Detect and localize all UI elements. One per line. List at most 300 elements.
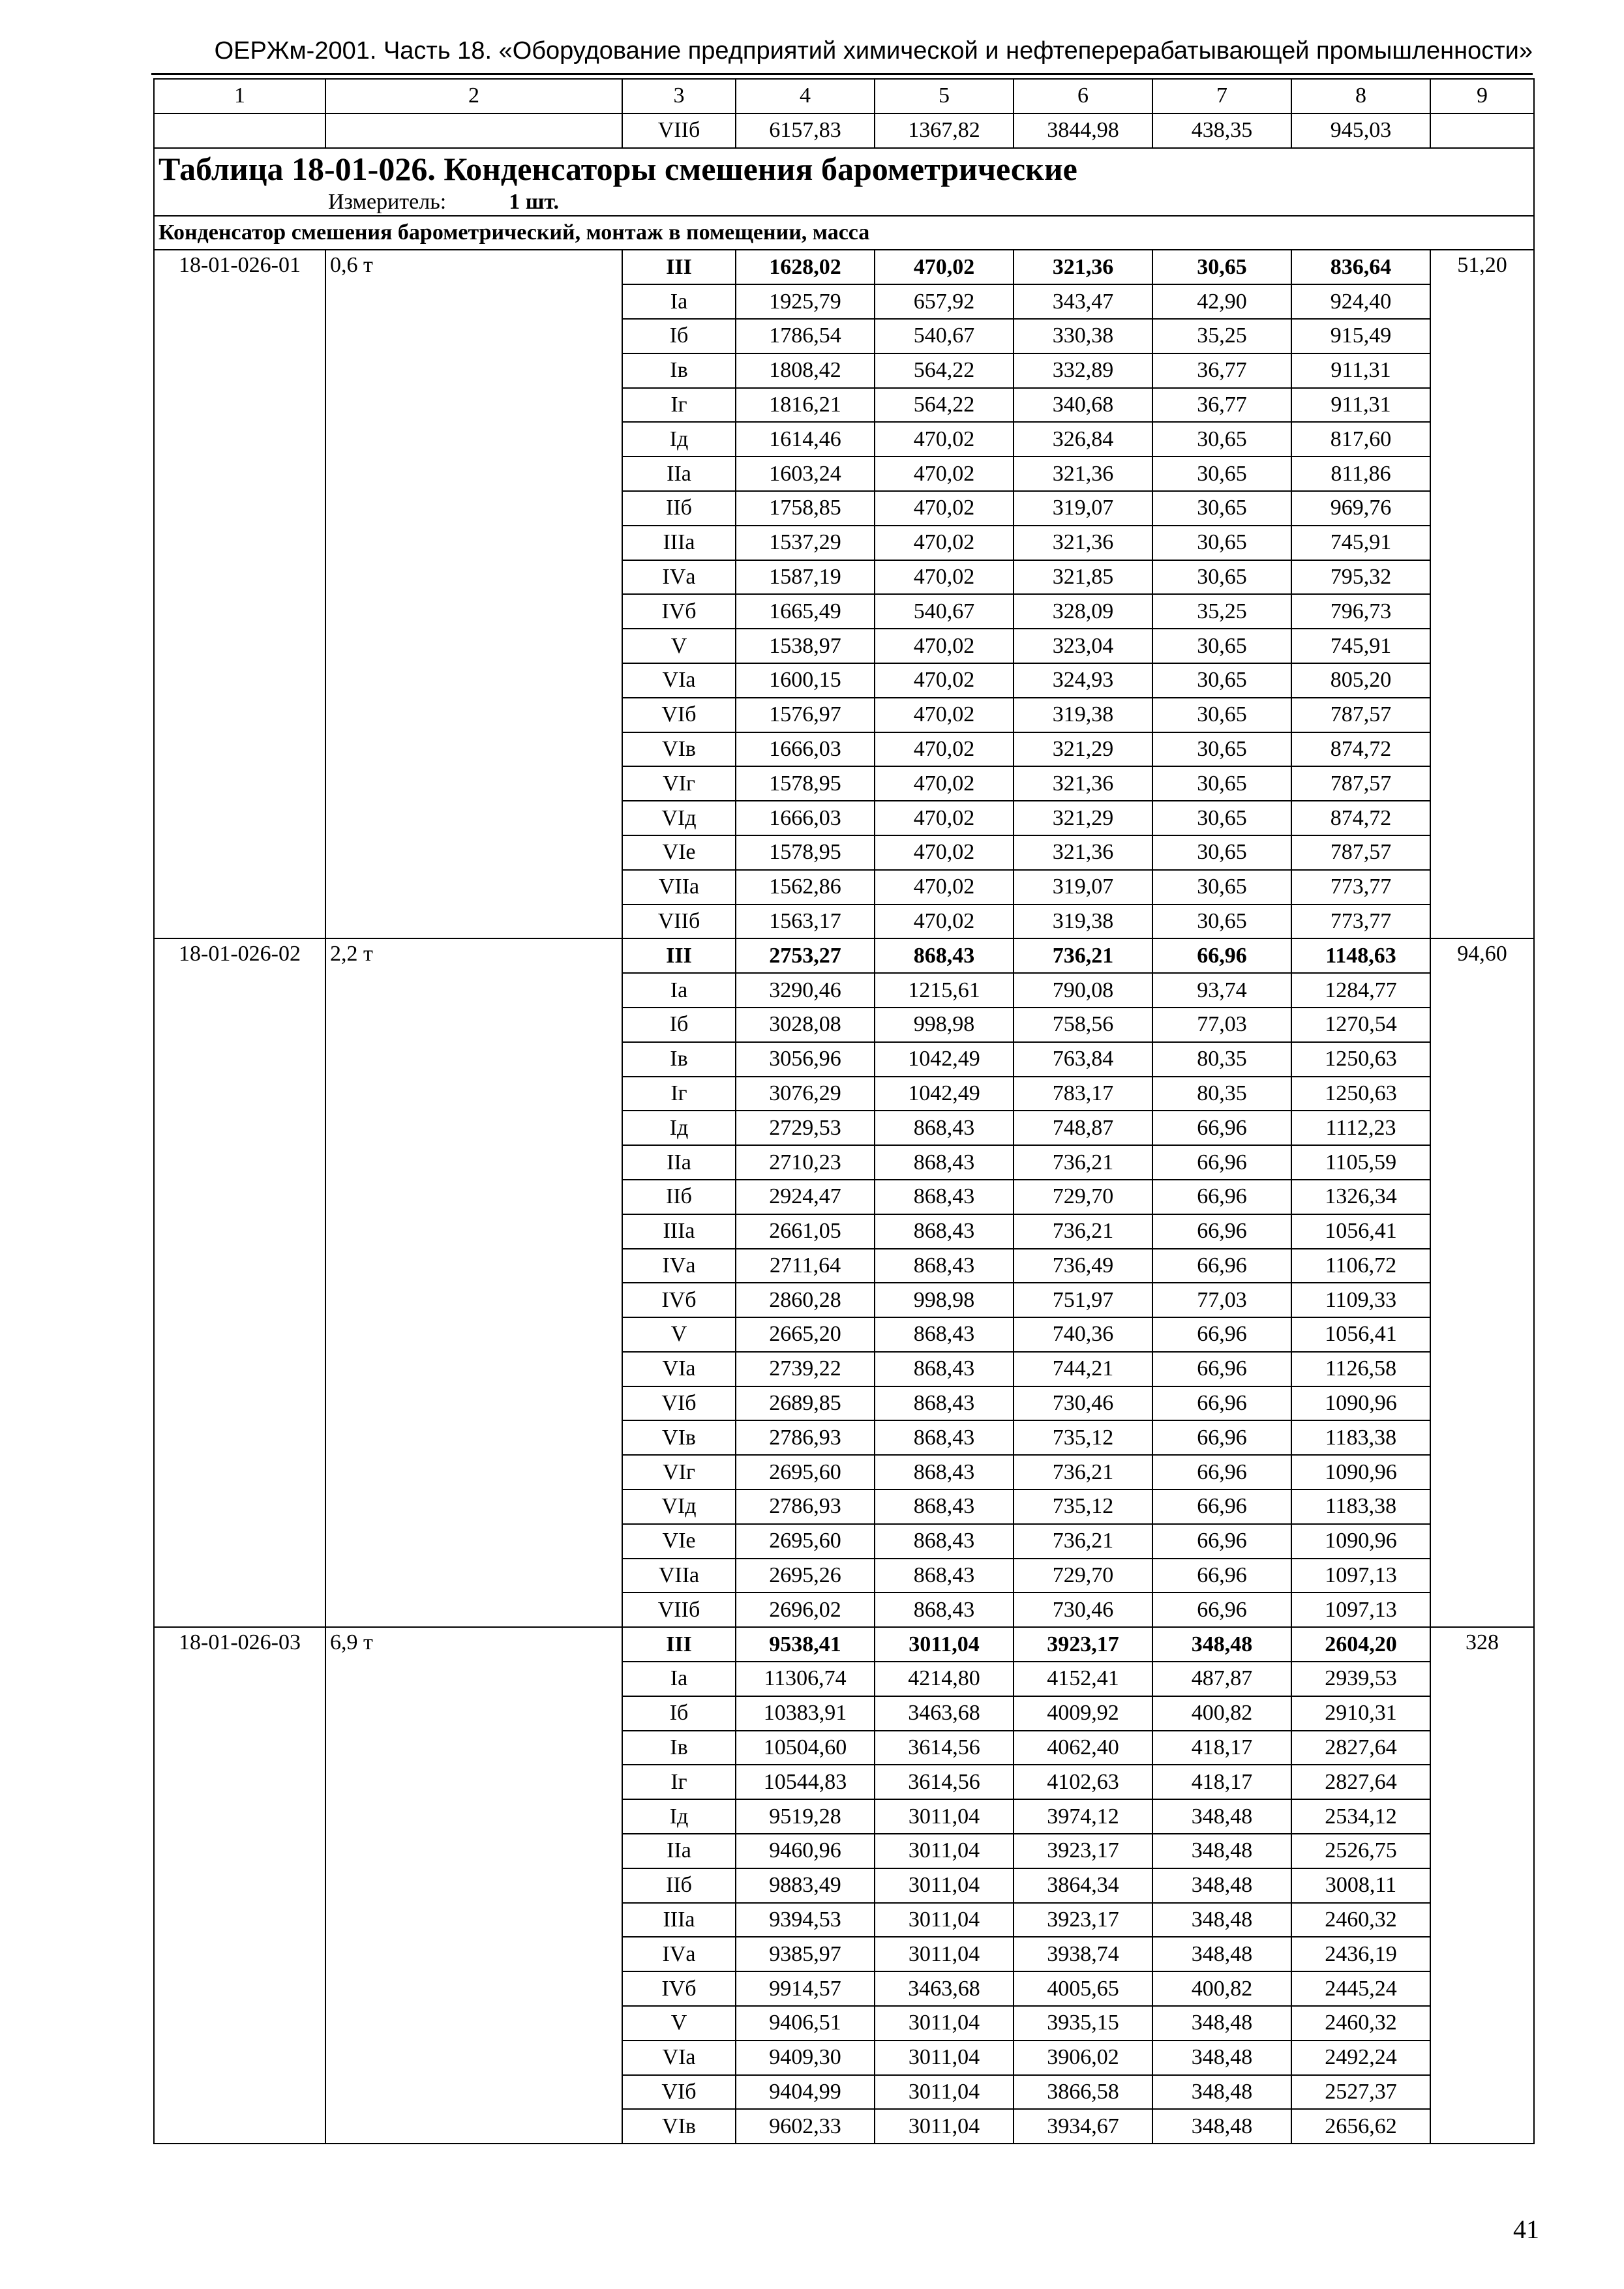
value-cell: 4214,80: [875, 1662, 1014, 1696]
measure-line: [158, 189, 1529, 215]
zone-cell: VIг: [622, 766, 736, 801]
value-cell: 9602,33: [736, 2109, 875, 2144]
value-cell: 1666,03: [736, 732, 875, 767]
value-cell: 1106,72: [1291, 1249, 1430, 1283]
value-cell: 30,65: [1152, 698, 1291, 732]
value-cell: 66,96: [1152, 1352, 1291, 1386]
value-cell: 1603,24: [736, 456, 875, 491]
zone-cell: VIб: [622, 2075, 736, 2110]
value-cell: 736,21: [1014, 1214, 1152, 1249]
value-cell: 2711,64: [736, 1249, 875, 1283]
value-cell: 2786,93: [736, 1420, 875, 1455]
value-cell: 321,36: [1014, 526, 1152, 560]
value-cell: 2445,24: [1291, 1971, 1430, 2006]
rate-code: 18-01-026-02: [154, 938, 325, 1627]
value-cell: 773,77: [1291, 905, 1430, 939]
value-cell: 748,87: [1014, 1111, 1152, 1145]
value-cell: 1578,95: [736, 835, 875, 870]
value-cell: 2604,20: [1291, 1627, 1430, 1662]
value-cell: 30,65: [1152, 422, 1291, 456]
value-cell: 470,02: [875, 663, 1014, 698]
value-cell: 66,96: [1152, 1489, 1291, 1524]
value-cell: 332,89: [1014, 353, 1152, 388]
value-cell: 9406,51: [736, 2006, 875, 2041]
page-header: ОЕРЖм-2001. Часть 18. «Оборудование предприятий химической и нефтеперерабатывающей промышленности»: [214, 37, 1533, 65]
value-cell: 730,46: [1014, 1593, 1152, 1627]
value-cell: 35,25: [1152, 319, 1291, 353]
zone-cell: IIа: [622, 1145, 736, 1180]
zone-cell: Iа: [622, 284, 736, 319]
value-cell: 30,65: [1152, 905, 1291, 939]
value-cell: 3011,04: [875, 1868, 1014, 1903]
value-cell: 330,38: [1014, 319, 1152, 353]
value-cell: 328,09: [1014, 594, 1152, 629]
zone-cell: VIIб: [622, 1593, 736, 1627]
table-row: [154, 1627, 1534, 1662]
value-cell: 3011,04: [875, 1799, 1014, 1834]
value-cell: 1097,13: [1291, 1593, 1430, 1627]
value-cell: 758,56: [1014, 1008, 1152, 1042]
page-number: 41: [1513, 2215, 1539, 2244]
value-cell: 343,47: [1014, 284, 1152, 319]
value-cell: 744,21: [1014, 1352, 1152, 1386]
value-cell: 470,02: [875, 560, 1014, 595]
value-cell: 2786,93: [736, 1489, 875, 1524]
value-cell: 4062,40: [1014, 1731, 1152, 1765]
table-row: [154, 250, 1534, 284]
value-cell: 2436,19: [1291, 1937, 1430, 1971]
value-cell: 745,91: [1291, 526, 1430, 560]
value-cell: 3011,04: [875, 1627, 1014, 1662]
zone-cell: VIг: [622, 1455, 736, 1489]
zone-cell: VIе: [622, 1524, 736, 1559]
zone-cell: VIб: [622, 1386, 736, 1421]
value-cell: 2729,53: [736, 1111, 875, 1145]
value-cell: 324,93: [1014, 663, 1152, 698]
value-cell: 348,48: [1152, 1868, 1291, 1903]
zone-cell: Iг: [622, 1077, 736, 1111]
value-cell: 3934,67: [1014, 2109, 1152, 2144]
value-cell: 945,03: [1291, 113, 1430, 148]
value-cell: 2460,32: [1291, 2006, 1430, 2041]
value-cell: 1925,79: [736, 284, 875, 319]
zone-cell: IVа: [622, 1937, 736, 1971]
value-cell: 6157,83: [736, 113, 875, 148]
value-cell: 745,91: [1291, 629, 1430, 663]
column-number: 1: [154, 79, 325, 113]
value-cell: 736,21: [1014, 1455, 1152, 1489]
value-cell: 319,07: [1014, 870, 1152, 905]
value-cell: 3866,58: [1014, 2075, 1152, 2110]
value-cell: 2753,27: [736, 938, 875, 973]
value-cell: 868,43: [875, 1489, 1014, 1524]
value-cell: 30,65: [1152, 526, 1291, 560]
column-number: 2: [325, 79, 622, 113]
value-cell: 868,43: [875, 1145, 1014, 1180]
value-cell: 93,74: [1152, 973, 1291, 1008]
value-cell: 470,02: [875, 766, 1014, 801]
value-cell: 924,40: [1291, 284, 1430, 319]
value-cell: 321,29: [1014, 732, 1152, 767]
zone-cell: III: [622, 250, 736, 284]
value-cell: 868,43: [875, 1455, 1014, 1489]
zone-cell: IIIа: [622, 526, 736, 560]
value-cell: 66,96: [1152, 1559, 1291, 1593]
column-number: 3: [622, 79, 736, 113]
zone-cell: Iд: [622, 1111, 736, 1145]
value-cell: 1056,41: [1291, 1317, 1430, 1352]
value-cell: 9404,99: [736, 2075, 875, 2110]
value-cell: 321,36: [1014, 456, 1152, 491]
value-cell: 400,82: [1152, 1971, 1291, 2006]
zone-cell: IIб: [622, 1180, 736, 1214]
value-cell: 3011,04: [875, 2006, 1014, 2041]
value-cell: 2827,64: [1291, 1765, 1430, 1799]
value-cell: 348,48: [1152, 2006, 1291, 2041]
value-cell: 9394,53: [736, 1903, 875, 1937]
value-cell: 1326,34: [1291, 1180, 1430, 1214]
value-cell: 1126,58: [1291, 1352, 1430, 1386]
value-cell: 1183,38: [1291, 1420, 1430, 1455]
value-cell: 10504,60: [736, 1731, 875, 1765]
value-cell: 795,32: [1291, 560, 1430, 595]
value-cell: 9538,41: [736, 1627, 875, 1662]
value-cell: 400,82: [1152, 1696, 1291, 1731]
value-cell: 438,35: [1152, 113, 1291, 148]
value-cell: 348,48: [1152, 2041, 1291, 2075]
column-number-row: [154, 79, 1534, 113]
zone-cell: IIIа: [622, 1903, 736, 1937]
value-cell: 66,96: [1152, 1214, 1291, 1249]
value-cell: 340,68: [1014, 388, 1152, 423]
zone-cell: IIа: [622, 456, 736, 491]
value-cell: 564,22: [875, 388, 1014, 423]
value-cell: 2656,62: [1291, 2109, 1430, 2144]
value-cell: 3935,15: [1014, 2006, 1152, 2041]
value-cell: 80,35: [1152, 1042, 1291, 1077]
value-cell: 3906,02: [1014, 2041, 1152, 2075]
value-cell: 740,36: [1014, 1317, 1152, 1352]
value-cell: 1109,33: [1291, 1283, 1430, 1317]
value-cell: 9460,96: [736, 1834, 875, 1868]
value-cell: 470,02: [875, 422, 1014, 456]
value-cell: 2710,23: [736, 1145, 875, 1180]
value-cell: 321,29: [1014, 801, 1152, 835]
value-cell: 36,77: [1152, 388, 1291, 423]
value-cell: 3008,11: [1291, 1868, 1430, 1903]
value-cell: 470,02: [875, 835, 1014, 870]
value-cell: 1090,96: [1291, 1455, 1430, 1489]
zone-cell: VIIб: [622, 113, 736, 148]
value-cell: 30,65: [1152, 456, 1291, 491]
value-cell: 319,38: [1014, 698, 1152, 732]
value-cell: 915,49: [1291, 319, 1430, 353]
value-cell: 66,96: [1152, 1317, 1291, 1352]
value-cell: 868,43: [875, 1386, 1014, 1421]
value-cell: 66,96: [1152, 1249, 1291, 1283]
zone-cell: VIд: [622, 801, 736, 835]
value-cell: 30,65: [1152, 835, 1291, 870]
value-cell: 321,36: [1014, 766, 1152, 801]
table-row: [154, 938, 1534, 973]
wage-cell: 328: [1430, 1627, 1534, 2144]
value-cell: 2695,26: [736, 1559, 875, 1593]
value-cell: 10544,83: [736, 1765, 875, 1799]
value-cell: 1578,95: [736, 766, 875, 801]
value-cell: 3864,34: [1014, 1868, 1152, 1903]
value-cell: 735,12: [1014, 1420, 1152, 1455]
value-cell: 66,96: [1152, 1420, 1291, 1455]
column-number: 9: [1430, 79, 1534, 113]
value-cell: 540,67: [875, 594, 1014, 629]
zone-cell: Iв: [622, 1731, 736, 1765]
value-cell: 1090,96: [1291, 1386, 1430, 1421]
zone-cell: Iб: [622, 1008, 736, 1042]
value-cell: 30,65: [1152, 250, 1291, 284]
value-cell: 729,70: [1014, 1559, 1152, 1593]
value-cell: 790,08: [1014, 973, 1152, 1008]
value-cell: 30,65: [1152, 629, 1291, 663]
value-cell: 811,86: [1291, 456, 1430, 491]
value-cell: 1270,54: [1291, 1008, 1430, 1042]
value-cell: 1367,82: [875, 113, 1014, 148]
value-cell: 787,57: [1291, 698, 1430, 732]
value-cell: 321,36: [1014, 835, 1152, 870]
value-cell: 1112,23: [1291, 1111, 1430, 1145]
wage-cell: 94,60: [1430, 938, 1534, 1627]
measure-label: Измеритель:: [328, 189, 447, 214]
zone-cell: Iв: [622, 353, 736, 388]
value-cell: 729,70: [1014, 1180, 1152, 1214]
value-cell: 3463,68: [875, 1696, 1014, 1731]
zone-cell: VIа: [622, 2041, 736, 2075]
header-divider: [151, 73, 1533, 75]
zone-cell: Iб: [622, 319, 736, 353]
value-cell: 2696,02: [736, 1593, 875, 1627]
value-cell: 30,65: [1152, 663, 1291, 698]
value-cell: 911,31: [1291, 353, 1430, 388]
value-cell: 1250,63: [1291, 1042, 1430, 1077]
zone-cell: Iб: [622, 1696, 736, 1731]
value-cell: 470,02: [875, 629, 1014, 663]
value-cell: 470,02: [875, 732, 1014, 767]
value-cell: 326,84: [1014, 422, 1152, 456]
value-cell: 418,17: [1152, 1731, 1291, 1765]
table-title-row: [154, 148, 1534, 216]
table-title-cell: [154, 148, 1534, 216]
value-cell: 470,02: [875, 250, 1014, 284]
value-cell: 4009,92: [1014, 1696, 1152, 1731]
value-cell: 321,36: [1014, 250, 1152, 284]
value-cell: 2689,85: [736, 1386, 875, 1421]
value-cell: 1042,49: [875, 1077, 1014, 1111]
value-cell: 657,92: [875, 284, 1014, 319]
value-cell: 3056,96: [736, 1042, 875, 1077]
value-cell: 2939,53: [1291, 1662, 1430, 1696]
value-cell: 3938,74: [1014, 1937, 1152, 1971]
value-cell: 2492,24: [1291, 2041, 1430, 2075]
value-cell: 2527,37: [1291, 2075, 1430, 2110]
value-cell: 2695,60: [736, 1455, 875, 1489]
value-cell: 868,43: [875, 1524, 1014, 1559]
value-cell: 4102,63: [1014, 1765, 1152, 1799]
value-cell: 1786,54: [736, 319, 875, 353]
zone-cell: VIIа: [622, 870, 736, 905]
value-cell: 3076,29: [736, 1077, 875, 1111]
zone-cell: VIе: [622, 835, 736, 870]
value-cell: 998,98: [875, 1008, 1014, 1042]
value-cell: 321,85: [1014, 560, 1152, 595]
zone-cell: VIв: [622, 1420, 736, 1455]
value-cell: 763,84: [1014, 1042, 1152, 1077]
value-cell: 470,02: [875, 870, 1014, 905]
empty-cell: [325, 113, 622, 148]
value-cell: 470,02: [875, 491, 1014, 526]
value-cell: 868,43: [875, 1214, 1014, 1249]
value-cell: 736,21: [1014, 1524, 1152, 1559]
value-cell: 1666,03: [736, 801, 875, 835]
zone-cell: Iг: [622, 388, 736, 423]
value-cell: 66,96: [1152, 1524, 1291, 1559]
value-cell: 80,35: [1152, 1077, 1291, 1111]
zone-cell: IVб: [622, 594, 736, 629]
value-cell: 911,31: [1291, 388, 1430, 423]
value-cell: 66,96: [1152, 1593, 1291, 1627]
zone-cell: Iв: [622, 1042, 736, 1077]
value-cell: 564,22: [875, 353, 1014, 388]
value-cell: 2924,47: [736, 1180, 875, 1214]
value-cell: 787,57: [1291, 835, 1430, 870]
value-cell: 1576,97: [736, 698, 875, 732]
value-cell: 2860,28: [736, 1283, 875, 1317]
value-cell: 1816,21: [736, 388, 875, 423]
value-cell: 796,73: [1291, 594, 1430, 629]
value-cell: 540,67: [875, 319, 1014, 353]
value-cell: 77,03: [1152, 1008, 1291, 1042]
value-cell: 3011,04: [875, 2075, 1014, 2110]
value-cell: 868,43: [875, 1420, 1014, 1455]
value-cell: 3923,17: [1014, 1903, 1152, 1937]
value-cell: 2827,64: [1291, 1731, 1430, 1765]
value-cell: 348,48: [1152, 1937, 1291, 1971]
zone-cell: VIб: [622, 698, 736, 732]
value-cell: 868,43: [875, 1180, 1014, 1214]
value-cell: 3011,04: [875, 1937, 1014, 1971]
description-row: [154, 216, 1534, 250]
value-cell: 487,87: [1152, 1662, 1291, 1696]
value-cell: 323,04: [1014, 629, 1152, 663]
value-cell: 470,02: [875, 456, 1014, 491]
zone-cell: III: [622, 1627, 736, 1662]
value-cell: 874,72: [1291, 801, 1430, 835]
value-cell: 35,25: [1152, 594, 1291, 629]
value-cell: 348,48: [1152, 1903, 1291, 1937]
value-cell: 2534,12: [1291, 1799, 1430, 1834]
value-cell: 348,48: [1152, 1834, 1291, 1868]
zone-cell: Iд: [622, 422, 736, 456]
value-cell: 874,72: [1291, 732, 1430, 767]
value-cell: 969,76: [1291, 491, 1430, 526]
value-cell: 1665,49: [736, 594, 875, 629]
value-cell: 1148,63: [1291, 938, 1430, 973]
value-cell: 1042,49: [875, 1042, 1014, 1077]
table-title: Таблица 18-01-026. Конденсаторы смешения барометрические: [158, 150, 1077, 187]
zone-cell: VIв: [622, 732, 736, 767]
mass-cell: 2,2 т: [325, 938, 622, 1627]
zone-cell: IIа: [622, 1834, 736, 1868]
value-cell: 868,43: [875, 1317, 1014, 1352]
value-cell: 10383,91: [736, 1696, 875, 1731]
zone-cell: III: [622, 938, 736, 973]
value-cell: 1215,61: [875, 973, 1014, 1008]
value-cell: 3974,12: [1014, 1799, 1152, 1834]
value-cell: 1090,96: [1291, 1524, 1430, 1559]
wage-cell: 51,20: [1430, 250, 1534, 938]
value-cell: 773,77: [1291, 870, 1430, 905]
value-cell: 348,48: [1152, 2109, 1291, 2144]
value-cell: 470,02: [875, 801, 1014, 835]
zone-cell: IVа: [622, 560, 736, 595]
value-cell: 348,48: [1152, 2075, 1291, 2110]
value-cell: 30,65: [1152, 732, 1291, 767]
empty-cell: [1430, 113, 1534, 148]
column-number: 7: [1152, 79, 1291, 113]
value-cell: 3011,04: [875, 1834, 1014, 1868]
zone-cell: IIб: [622, 491, 736, 526]
value-cell: 736,21: [1014, 938, 1152, 973]
value-cell: 9409,30: [736, 2041, 875, 2075]
value-cell: 783,17: [1014, 1077, 1152, 1111]
value-cell: 3290,46: [736, 973, 875, 1008]
zone-cell: Iа: [622, 973, 736, 1008]
value-cell: 735,12: [1014, 1489, 1152, 1524]
value-cell: 868,43: [875, 1559, 1014, 1593]
value-cell: 1183,38: [1291, 1489, 1430, 1524]
value-cell: 66,96: [1152, 1180, 1291, 1214]
table-description: Конденсатор смешения барометрический, монтаж в помещении, масса: [154, 216, 1534, 250]
value-cell: 319,38: [1014, 905, 1152, 939]
value-cell: 2661,05: [736, 1214, 875, 1249]
value-cell: 66,96: [1152, 938, 1291, 973]
value-cell: 348,48: [1152, 1627, 1291, 1662]
zone-cell: VIв: [622, 2109, 736, 2144]
value-cell: 9519,28: [736, 1799, 875, 1834]
value-cell: 2460,32: [1291, 1903, 1430, 1937]
value-cell: 3923,17: [1014, 1627, 1152, 1662]
zone-cell: V: [622, 2006, 736, 2041]
value-cell: 470,02: [875, 698, 1014, 732]
value-cell: 3614,56: [875, 1765, 1014, 1799]
value-cell: 1097,13: [1291, 1559, 1430, 1593]
zone-cell: IVа: [622, 1249, 736, 1283]
value-cell: 30,65: [1152, 870, 1291, 905]
value-cell: 66,96: [1152, 1455, 1291, 1489]
value-cell: 868,43: [875, 938, 1014, 973]
value-cell: 2910,31: [1291, 1696, 1430, 1731]
zone-cell: VIIб: [622, 905, 736, 939]
zone-cell: IVб: [622, 1971, 736, 2006]
zone-cell: Iг: [622, 1765, 736, 1799]
value-cell: 868,43: [875, 1111, 1014, 1145]
value-cell: 348,48: [1152, 1799, 1291, 1834]
zone-cell: VIа: [622, 1352, 736, 1386]
measure-unit: 1 шт.: [509, 189, 560, 214]
value-cell: 868,43: [875, 1352, 1014, 1386]
value-cell: 4152,41: [1014, 1662, 1152, 1696]
value-cell: 42,90: [1152, 284, 1291, 319]
zone-cell: VIа: [622, 663, 736, 698]
value-cell: 66,96: [1152, 1386, 1291, 1421]
